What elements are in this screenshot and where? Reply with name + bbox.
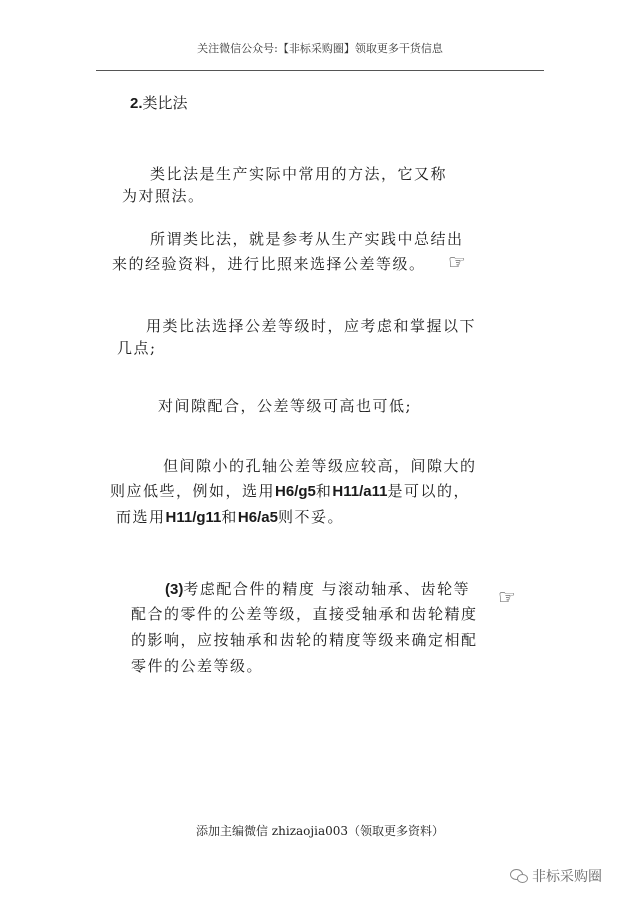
p5-line2 bbox=[110, 480, 470, 501]
watermark-text: 非标采购圈 bbox=[532, 869, 602, 885]
fit-code-h11-a11: H11/a11 bbox=[332, 483, 388, 500]
p2-line1: 所谓类比法，就是参考从生产实践中总结出 bbox=[150, 230, 464, 248]
p6-line1-text: 考虑配合件的精度 与滚动轴承、齿轮等 bbox=[183, 580, 471, 598]
p5-line3 bbox=[116, 506, 344, 527]
p1-line2: 为对照法。 bbox=[122, 187, 205, 205]
section-number: 2. bbox=[130, 95, 143, 112]
fit-code-h6-g5: H6/g5 bbox=[275, 483, 316, 500]
p1-line1: 类比法是生产实际中常用的方法，它又称 bbox=[150, 165, 448, 183]
p5-line1: 但间隙小的孔轴公差等级应较高，间隙大的 bbox=[163, 457, 477, 475]
pointing-hand-icon-2[interactable]: ☞ bbox=[498, 585, 516, 609]
p6-line2: 配合的零件的公差等级，直接受轴承和齿轮精度 bbox=[131, 605, 478, 623]
p5-line3-text-c: 和 bbox=[221, 508, 238, 526]
wechat-icon bbox=[510, 869, 528, 883]
p3-line1: 用类比法选择公差等级时，应考虑和掌握以下 bbox=[146, 317, 477, 335]
item-number: (3) bbox=[165, 581, 184, 598]
p4-line1: 对间隙配合，公差等级可高也可低; bbox=[158, 397, 413, 415]
page-header: 关注微信公众号:【非标采购圈】领取更多干货信息 bbox=[197, 42, 443, 55]
header-divider bbox=[96, 70, 544, 71]
fit-code-h11-g11: H11/g11 bbox=[165, 509, 222, 526]
p2-line2: 来的经验资料，进行比照来选择公差等级。 bbox=[112, 255, 426, 273]
p5-line2-text-c: 和 bbox=[315, 482, 333, 500]
section-title-text: 类比法 bbox=[142, 94, 188, 112]
p5-line3-text-e: 则不妥。 bbox=[277, 508, 344, 526]
p5-line2-text-a: 则应低些，例如，选用 bbox=[110, 482, 276, 500]
p5-line2-text-e: 是可以的， bbox=[387, 482, 470, 500]
p3-line2: 几点; bbox=[117, 339, 157, 357]
fit-code-h6-a5: H6/a5 bbox=[237, 509, 278, 526]
page-footer: 添加主编微信 zhizaojia003（领取更多资料） bbox=[195, 824, 445, 838]
pointing-hand-icon[interactable]: ☞ bbox=[448, 250, 466, 274]
p6-line3: 的影响，应按轴承和齿轮的精度等级来确定相配 bbox=[131, 631, 478, 649]
p5-line3-text-a: 而选用 bbox=[116, 508, 166, 526]
section-title bbox=[130, 92, 188, 113]
watermark bbox=[510, 866, 602, 886]
p6-line4: 零件的公差等级。 bbox=[131, 657, 264, 675]
p6-line1 bbox=[165, 578, 470, 599]
